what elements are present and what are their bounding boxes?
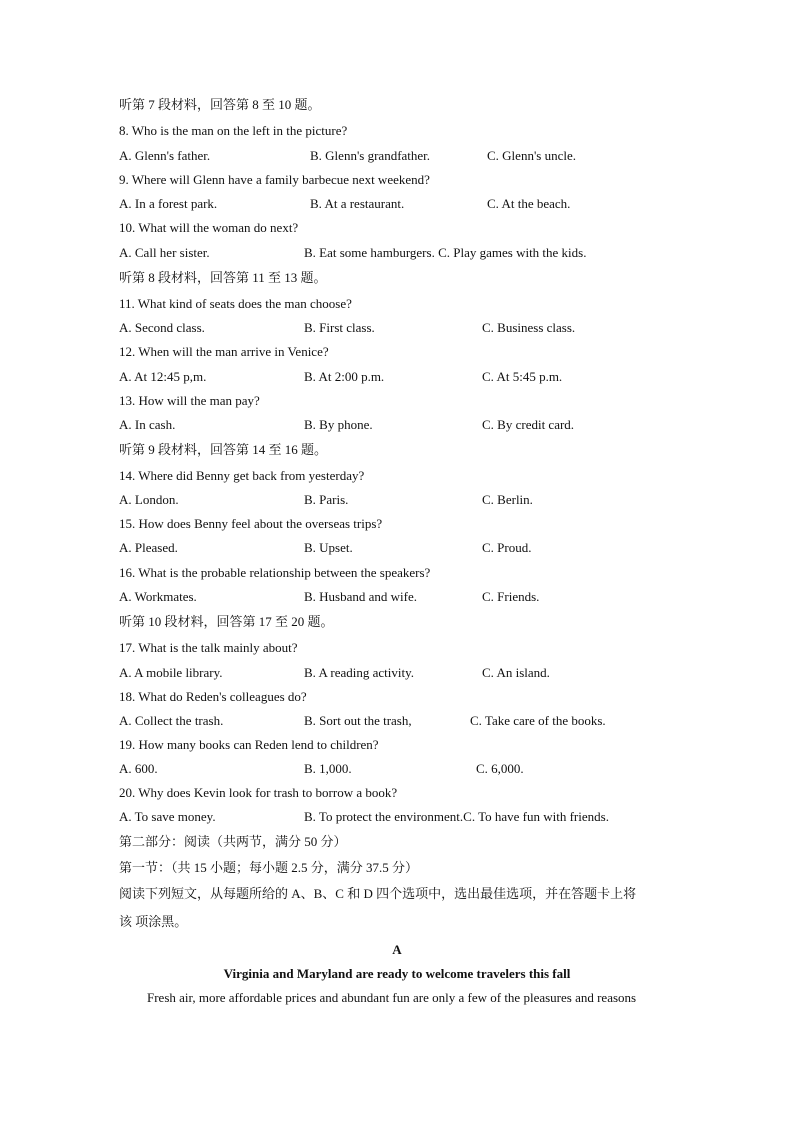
question-17-option-b: B. A reading activity. <box>304 665 414 680</box>
question-17-stem: 17. What is the talk mainly about? <box>119 640 298 655</box>
question-12-stem: 12. When will the man arrive in Venice? <box>119 344 329 359</box>
question-15-option-c: C. Proud. <box>482 540 532 555</box>
question-20-option-b-c: B. To protect the environment.C. To have fun with friends. <box>304 809 609 824</box>
question-13-option-a: A. In cash. <box>119 417 176 432</box>
question-9-option-a: A. In a forest park. <box>119 196 218 211</box>
question-8-option-b: B. Glenn's grandfather. <box>310 148 431 163</box>
question-8-option-c: C. Glenn's uncle. <box>487 148 576 163</box>
question-16-option-a: A. Workmates. <box>119 589 197 604</box>
question-9-option-b: B. At a restaurant. <box>310 196 405 211</box>
question-11-stem: 11. What kind of seats does the man choose? <box>119 296 352 311</box>
question-14-option-c: C. Berlin. <box>482 492 533 507</box>
instruction-line-2: 该 项涂黑。 <box>119 914 188 929</box>
question-16-stem: 16. What is the probable relationship between the speakers? <box>119 565 431 580</box>
instruction-line-1: 阅读下列短文，从每题所给的 A、B、C 和 D 四个选项中，选出最佳选项，并在答题卡上将 <box>119 886 637 901</box>
question-17-option-a: A. A mobile library. <box>119 665 223 680</box>
passage-label: A <box>392 942 402 957</box>
question-8-option-a: A. Glenn's father. <box>119 148 211 163</box>
question-9-option-c: C. At the beach. <box>487 196 571 211</box>
question-17-option-c: C. An island. <box>482 665 550 680</box>
question-11-option-c: C. Business class. <box>482 320 576 335</box>
question-9-stem: 9. Where will Glenn have a family barbecue next weekend? <box>119 172 430 187</box>
question-18-option-b: B. Sort out the trash, <box>304 713 412 728</box>
question-14-option-b: B. Paris. <box>304 492 349 507</box>
question-10-stem: 10. What will the woman do next? <box>119 220 299 235</box>
question-19-option-b: B. 1,000. <box>304 761 352 776</box>
question-15-option-b: B. Upset. <box>304 540 353 555</box>
question-16-option-b: B. Husband and wife. <box>304 589 418 604</box>
question-14-stem: 14. Where did Benny get back from yesterday? <box>119 468 365 483</box>
question-15-option-a: A. Pleased. <box>119 540 178 555</box>
question-19-option-a: A. 600. <box>119 761 158 776</box>
question-14-option-a: A. London. <box>119 492 179 507</box>
section-9-intro: 听第 9 段材料，回答第 14 至 16 题。 <box>119 442 328 457</box>
question-19-option-c: C. 6,000. <box>476 761 524 776</box>
question-13-option-c: C. By credit card. <box>482 417 575 432</box>
question-16-option-c: C. Friends. <box>482 589 540 604</box>
question-10-option-a: A. Call her sister. <box>119 245 210 260</box>
question-20-stem: 20. Why does Kevin look for trash to borrow a book? <box>119 785 398 800</box>
section-10-intro: 听第 10 段材料，回答第 17 至 20 题。 <box>119 614 334 629</box>
question-18-option-a: A. Collect the trash. <box>119 713 224 728</box>
question-11-option-a: A. Second class. <box>119 320 205 335</box>
passage-title: Virginia and Maryland are ready to welcome travelers this fall <box>223 966 571 981</box>
passage-first-line: Fresh air, more affordable prices and abundant fun are only a few of the pleasures and reasons <box>147 990 637 1005</box>
question-11-option-b: B. First class. <box>304 320 375 335</box>
question-15-stem: 15. How does Benny feel about the overseas trips? <box>119 516 383 531</box>
part-2-title: 第二部分：阅读（共两节，满分 50 分） <box>119 834 347 849</box>
question-13-option-b: B. By phone. <box>304 417 373 432</box>
part-2-section-1: 第一节：（共 15 小题；每小题 2.5 分，满分 37.5 分） <box>119 860 419 875</box>
question-18-option-c: C. Take care of the books. <box>470 713 606 728</box>
section-7-intro: 听第 7 段材料，回答第 8 至 10 题。 <box>119 97 321 112</box>
question-19-stem: 19. How many books can Reden lend to children? <box>119 737 379 752</box>
question-12-option-b: B. At 2:00 p.m. <box>304 369 385 384</box>
question-10-option-b-c: B. Eat some hamburgers. C. Play games with the kids. <box>304 245 587 260</box>
section-8-intro: 听第 8 段材料，回答第 11 至 13 题。 <box>119 270 327 285</box>
question-12-option-c: C. At 5:45 p.m. <box>482 369 563 384</box>
question-8-stem: 8. Who is the man on the left in the picture? <box>119 123 348 138</box>
question-18-stem: 18. What do Reden's colleagues do? <box>119 689 307 704</box>
question-13-stem: 13. How will the man pay? <box>119 393 260 408</box>
question-12-option-a: A. At 12:45 p,m. <box>119 369 207 384</box>
question-20-option-a: A. To save money. <box>119 809 216 824</box>
